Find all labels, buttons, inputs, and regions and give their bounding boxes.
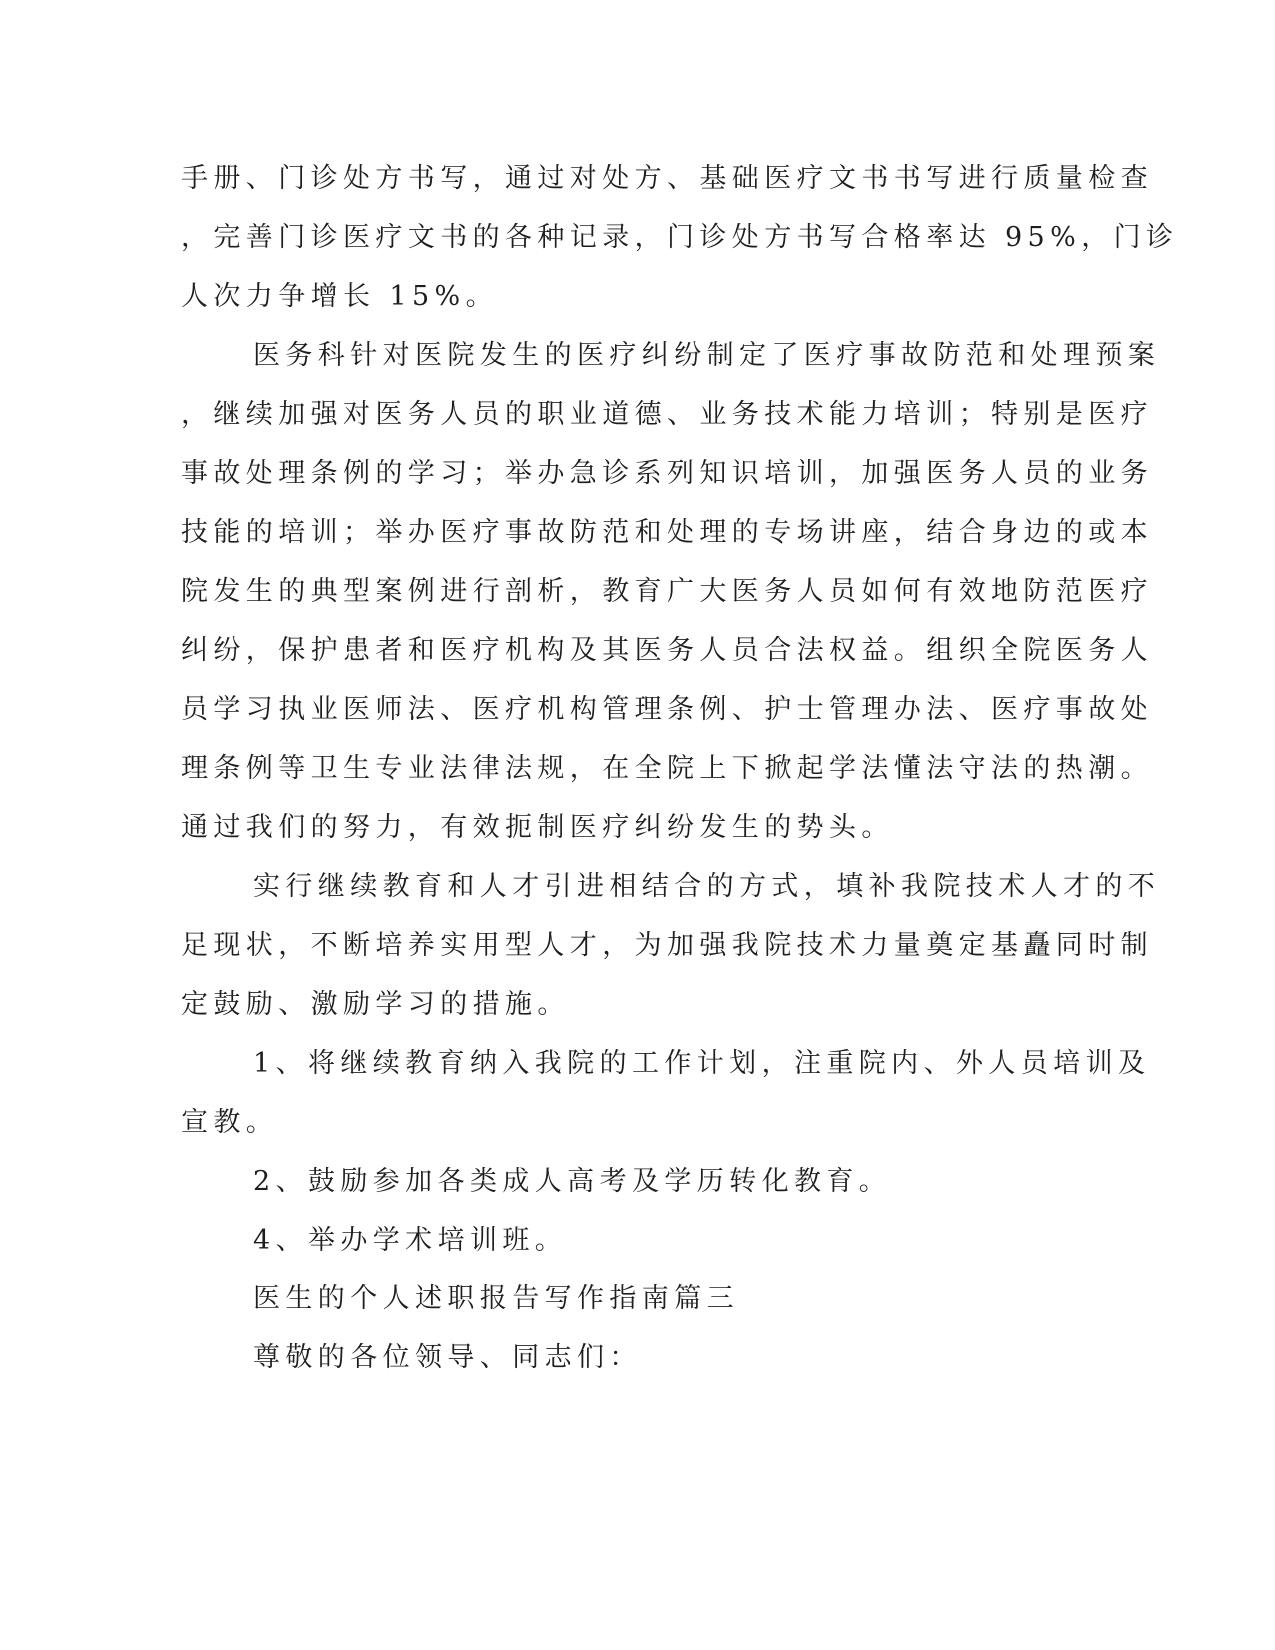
text-line: 实行继续教育和人才引进相结合的方式，填补我院技术人才的不: [253, 871, 1161, 902]
text-line: 4、举办学术培训班。: [253, 1225, 568, 1256]
text-line: 定鼓励、激励学习的措施。: [181, 989, 570, 1020]
text-line: ，继续加强对医务人员的职业道德、业务技术能力培训；特别是医疗: [181, 399, 1153, 430]
text-line: ，完善门诊医疗文书的各种记录，门诊处方书写合格率达 95%，门诊: [181, 222, 1179, 253]
text-line: 1、将继续教育纳入我院的工作计划，注重院内、外人员培训及: [253, 1048, 1151, 1079]
salutation: 尊敬的各位领导、同志们：: [253, 1342, 642, 1373]
text-line: 2、鼓励参加各类成人高考及学历转化教育。: [253, 1166, 892, 1197]
text-line: 员学习执业医师法、医疗机构管理条例、护士管理办法、医疗事故处: [181, 694, 1153, 725]
text-line: 足现状，不断培养实用型人才，为加强我院技术力量奠定基矗同时制: [181, 930, 1153, 961]
text-line: 手册、门诊处方书写，通过对处方、基础医疗文书书写进行质量检查: [181, 163, 1153, 194]
section-heading: 医生的个人述职报告写作指南篇三: [253, 1283, 739, 1314]
text-line: 通过我们的努力，有效扼制医疗纠纷发生的势头。: [181, 812, 894, 843]
text-line: 医务科针对医院发生的医疗纠纷制定了医疗事故防范和处理预案: [253, 340, 1161, 371]
text-line: 理条例等卫生专业法律法规，在全院上下掀起学法懂法守法的热潮。: [181, 753, 1153, 784]
text-line: 技能的培训；举办医疗事故防范和处理的专场讲座，结合身边的或本: [181, 517, 1153, 548]
text-line: 纠纷，保护患者和医疗机构及其医务人员合法权益。组织全院医务人: [181, 635, 1153, 666]
text-line: 院发生的典型案例进行剖析，教育广大医务人员如何有效地防范医疗: [181, 576, 1153, 607]
text-line: 人次力争增长 15%。: [181, 281, 498, 312]
text-line: 宣教。: [181, 1107, 279, 1138]
text-line: 事故处理条例的学习；举办急诊系列知识培训，加强医务人员的业务: [181, 458, 1153, 489]
